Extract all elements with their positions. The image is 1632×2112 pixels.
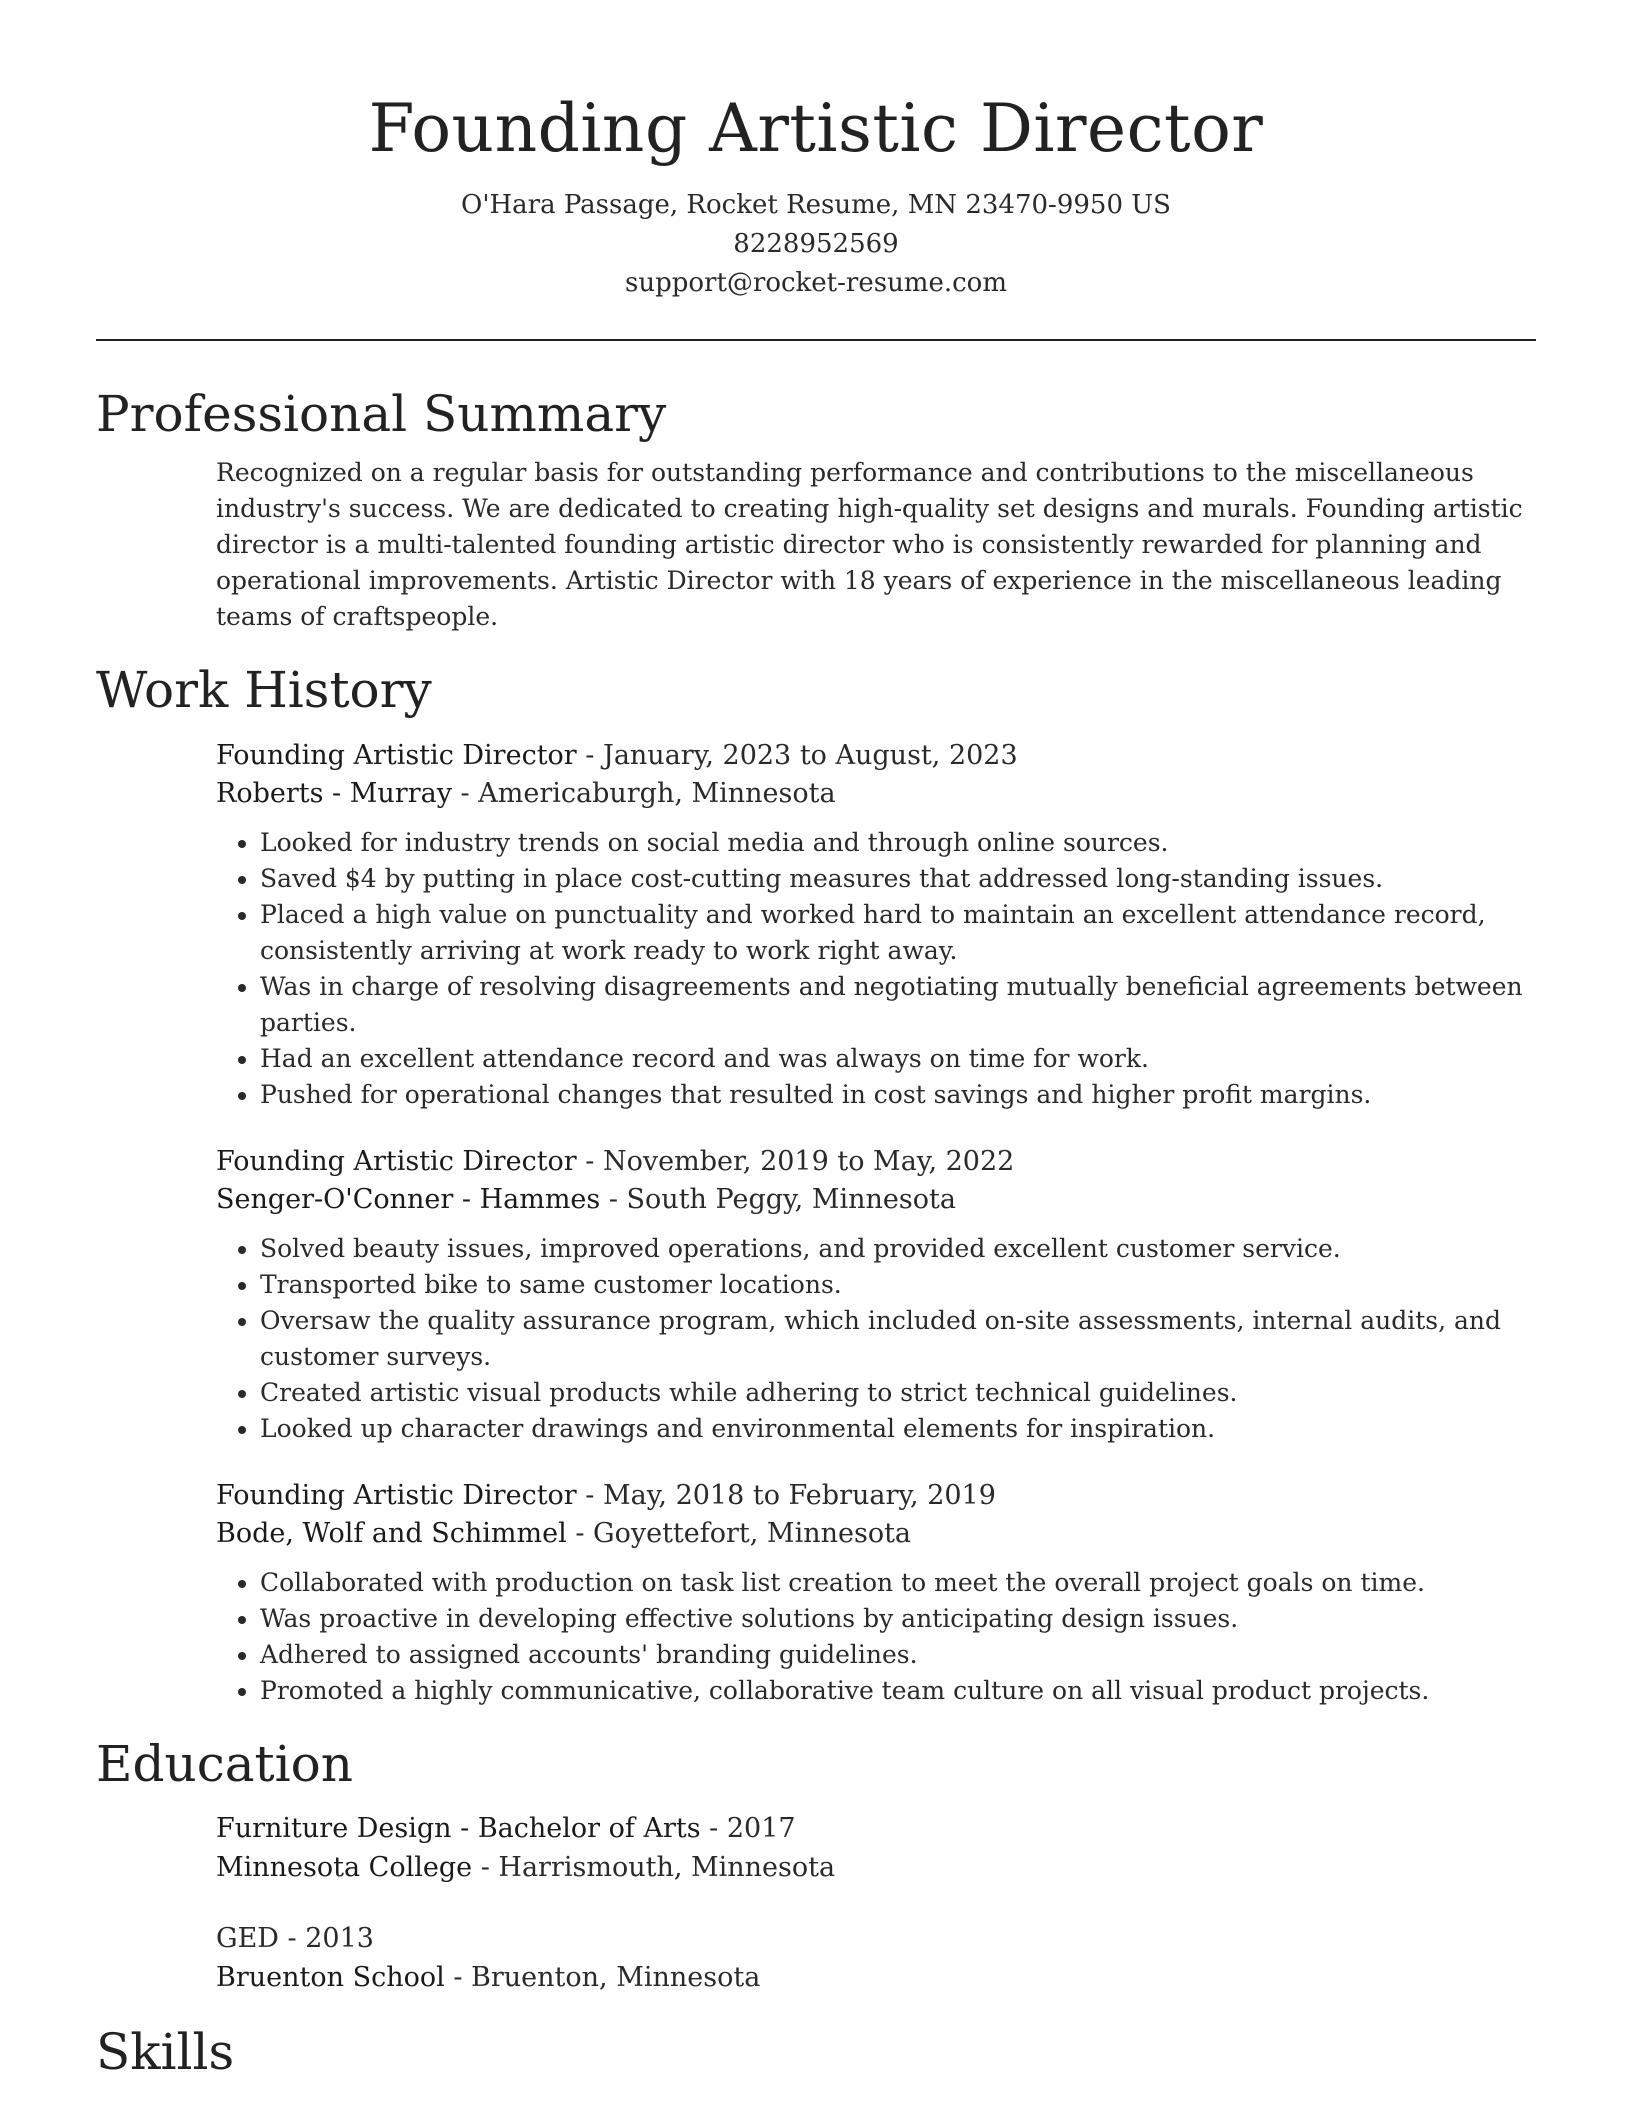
- header-divider: [96, 339, 1536, 341]
- job-role: Founding Artistic Director: [216, 1146, 577, 1177]
- job-company: Bode, Wolf and Schimmel: [216, 1518, 567, 1549]
- job-entry: [216, 1477, 1536, 1709]
- job-entry: [216, 1143, 1536, 1447]
- job-company-line: [216, 1181, 1536, 1219]
- education-degree-line: [216, 1809, 1536, 1848]
- job-bullets: [216, 825, 1536, 1113]
- education-entry: [216, 1919, 1536, 1997]
- list-item: • Had an excellent attendance record and was always on time for work.: [260, 1041, 1536, 1077]
- education-field: Furniture Design - Bachelor of Arts: [216, 1813, 701, 1844]
- job-entry: [216, 737, 1536, 1113]
- list-item: • Was in charge of resolving disagreements and negotiating mutually beneficial agreements between parties.: [260, 969, 1536, 1041]
- list-item: • Looked for industry trends on social media and through online sources.: [260, 825, 1536, 861]
- work-history-title: Work History: [96, 661, 432, 719]
- education-school-line: [216, 1958, 1536, 1997]
- job-dates: - January, 2023 to August, 2023: [576, 740, 1018, 771]
- summary-title: Professional Summary: [96, 385, 667, 443]
- list-item: • Solved beauty issues, improved operations, and provided excellent customer service.: [260, 1231, 1536, 1267]
- job-bullets: [216, 1231, 1536, 1447]
- job-location: - Americaburgh, Minnesota: [451, 778, 836, 809]
- list-item: • Created artistic visual products while adhering to strict technical guidelines.: [260, 1375, 1536, 1411]
- list-item: • Promoted a highly communicative, collaborative team culture on all visual product projects.: [260, 1673, 1536, 1709]
- list-item: • Collaborated with production on task list creation to meet the overall project goals on time.: [260, 1565, 1536, 1601]
- education-school: Bruenton School: [216, 1962, 445, 1993]
- list-item: • Placed a high value on punctuality and worked hard to maintain an excellent attendance record, consistently arriving at work ready to work right away.: [260, 897, 1536, 969]
- list-item: • Looked up character drawings and environmental elements for inspiration.: [260, 1411, 1536, 1447]
- education-location: - Harrismouth, Minnesota: [472, 1852, 836, 1883]
- contact-email: support@rocket-resume.com: [624, 268, 1007, 298]
- job-title-line: [216, 737, 1536, 775]
- list-item: • Oversaw the quality assurance program, which included on-site assessments, internal audits, and customer surveys.: [260, 1303, 1536, 1375]
- job-location: - Goyettefort, Minnesota: [566, 1518, 912, 1549]
- job-company: Roberts - Murray: [216, 778, 452, 809]
- job-company-line: [216, 775, 1536, 813]
- job-location: - South Peggy, Minnesota: [600, 1184, 956, 1215]
- resume-name: Founding Artistic Director: [368, 90, 1264, 167]
- education-year: GED - 2013: [216, 1923, 374, 1954]
- education-school: Minnesota College: [216, 1852, 473, 1883]
- summary-text: Recognized on a regular basis for outstanding performance and contributions to the miscellaneous industry's success. We are dedicated to creating high-quality set designs and murals. Founding artistic director is a multi-talented founding artistic director who is consistently rewarded for planning and operational improvements. Artistic Director with 18 years of experience in the miscellaneous leading teams of craftspeople.: [216, 458, 1523, 631]
- skills-title: Skills: [96, 2023, 235, 2081]
- job-dates: - November, 2019 to May, 2022: [576, 1146, 1015, 1177]
- education-year: - 2017: [700, 1813, 796, 1844]
- education-title: Education: [96, 1735, 353, 1793]
- list-item: • Adhered to assigned accounts' branding guidelines.: [260, 1637, 1536, 1673]
- contact-block: [96, 186, 1536, 303]
- education-entry: [216, 1809, 1536, 1887]
- list-item: • Was proactive in developing effective solutions by anticipating design issues.: [260, 1601, 1536, 1637]
- education-degree-line: [216, 1919, 1536, 1958]
- job-title-line: [216, 1143, 1536, 1181]
- job-company: Senger-O'Conner - Hammes: [216, 1184, 601, 1215]
- list-item: • Saved $4 by putting in place cost-cutting measures that addressed long-standing issues.: [260, 861, 1536, 897]
- job-company-line: [216, 1515, 1536, 1553]
- job-role: Founding Artistic Director: [216, 1480, 577, 1511]
- job-role: Founding Artistic Director: [216, 740, 577, 771]
- education-school-line: [216, 1848, 1536, 1887]
- job-dates: - May, 2018 to February, 2019: [576, 1480, 996, 1511]
- job-title-line: [216, 1477, 1536, 1515]
- job-bullets: [216, 1565, 1536, 1709]
- contact-phone: 8228952569: [733, 229, 899, 259]
- resume-page: [96, 0, 1536, 2085]
- list-item: • Transported bike to same customer locations.: [260, 1267, 1536, 1303]
- list-item: • Pushed for operational changes that resulted in cost savings and higher profit margins.: [260, 1077, 1536, 1113]
- education-location: - Bruenton, Minnesota: [444, 1962, 761, 1993]
- contact-address: O'Hara Passage, Rocket Resume, MN 23470-9950 US: [461, 190, 1171, 220]
